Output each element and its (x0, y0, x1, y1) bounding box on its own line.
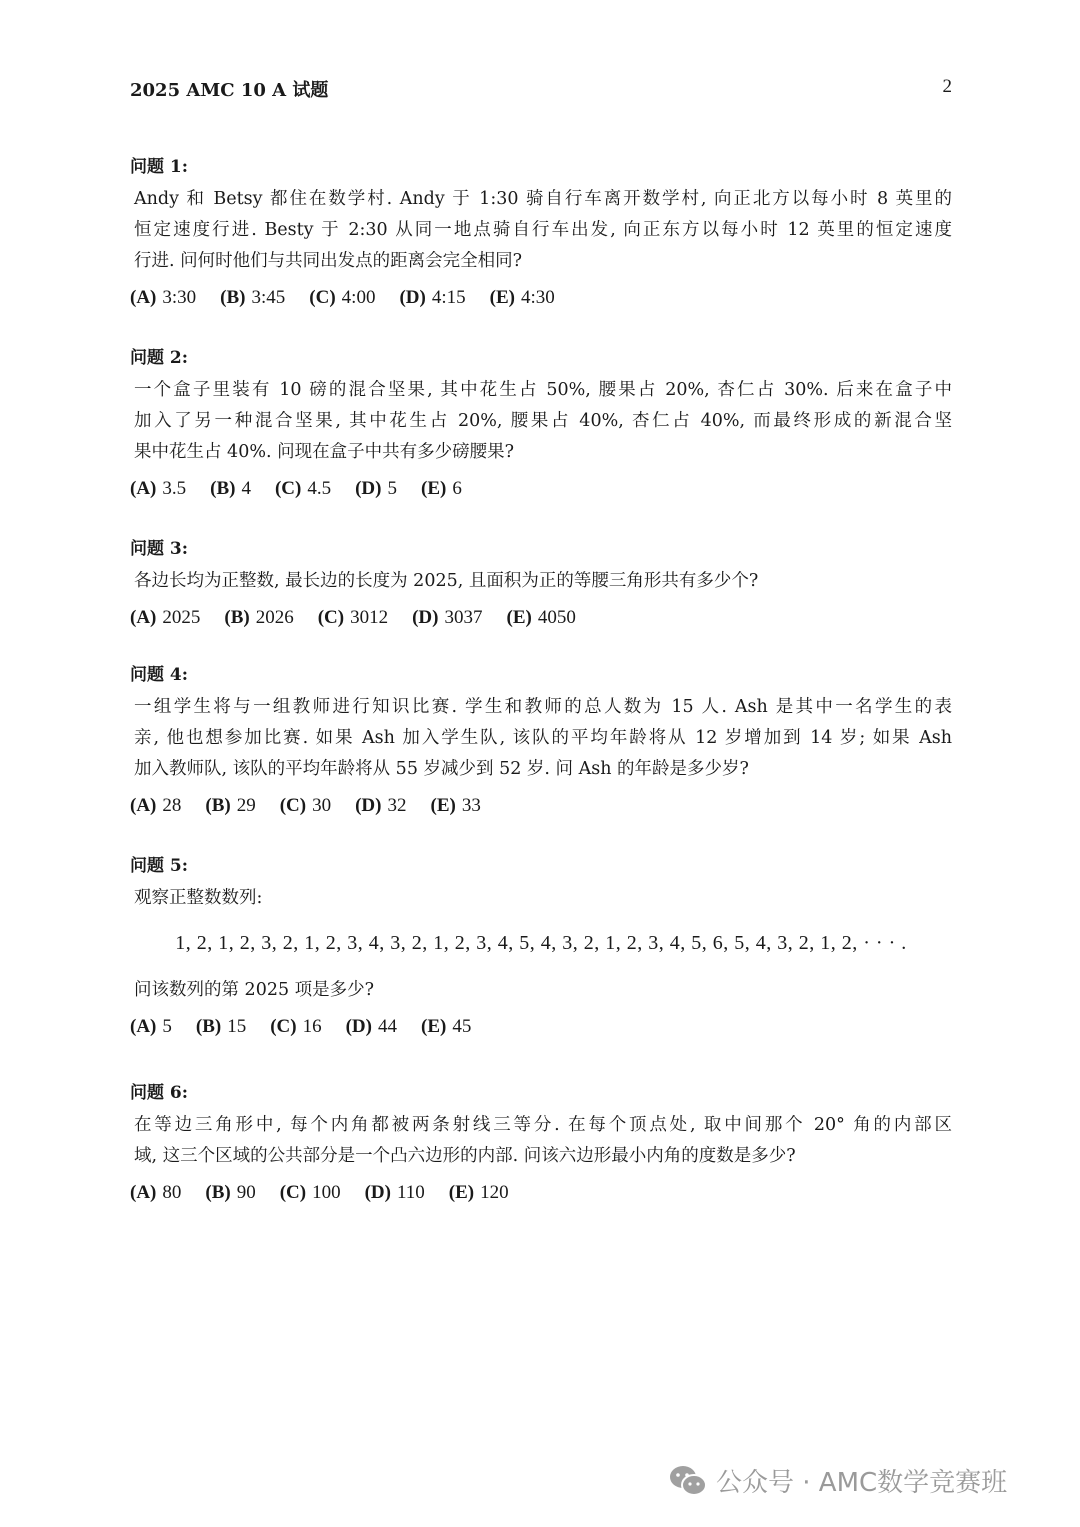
choice-value: 4.5 (307, 478, 332, 499)
answer-choice (355, 795, 406, 816)
answer-choice (421, 1016, 471, 1037)
choice-key: (C) (270, 1016, 297, 1037)
answer-choice (130, 1182, 181, 1203)
answer-choices (130, 605, 952, 631)
answer-choice (365, 1182, 425, 1203)
choice-key: (B) (220, 287, 246, 308)
answer-choices (130, 285, 952, 311)
choice-value: 44 (378, 1016, 397, 1037)
question-text-line: 一组学生将与一组教师进行知识比赛. 学生和教师的总人数为 15 人. Ash 是其中一名学生的表 (134, 697, 952, 717)
choice-key: (B) (195, 1016, 222, 1037)
answer-choice (399, 287, 465, 308)
choice-value: 29 (236, 795, 256, 816)
choice-value: 45 (452, 1016, 472, 1037)
choice-key: (E) (421, 478, 447, 499)
choice-key: (A) (130, 607, 157, 628)
choice-value: 3:45 (251, 287, 286, 308)
choice-value: 3037 (444, 607, 483, 628)
choice-value: 4 (241, 478, 251, 499)
choice-value: 4:30 (520, 287, 555, 308)
question-text-line: 域, 这三个区域的公共部分是一个凸六边形的内部. 问该六边形最小内角的度数是多少? (134, 1146, 796, 1166)
choice-key: (A) (130, 287, 157, 308)
question-text-line: 恒定速度行进. Besty 于 2:30 从同一地点骑自行车出发, 向正东方以每小时 12 英里的恒定速度 (134, 220, 952, 240)
question-title: 问题 3: (130, 539, 189, 559)
answer-choice (130, 287, 196, 308)
choice-value: 16 (302, 1016, 322, 1037)
choice-value: 15 (227, 1016, 247, 1037)
choice-key: (B) (210, 478, 236, 499)
page-number: 2 (942, 76, 952, 97)
choice-key: (B) (205, 1182, 231, 1203)
choice-value: 3.5 (162, 478, 187, 499)
choice-value: 4:00 (341, 287, 376, 308)
choice-value: 3:30 (162, 287, 197, 308)
choice-key: (D) (399, 287, 426, 308)
choice-value: 2026 (255, 607, 294, 628)
choice-key: (E) (421, 1016, 447, 1037)
page-header-title: 2025 AMC 10 A 试题 (130, 80, 329, 101)
choice-key: (B) (205, 795, 231, 816)
answer-choice (275, 478, 331, 499)
question-text-line: 加入教师队, 该队的平均年龄将从 55 岁减少到 52 岁. 问 Ash 的年龄是多少岁? (134, 759, 749, 779)
answer-choice (318, 607, 388, 628)
choice-value: 100 (312, 1182, 341, 1203)
answer-choice (205, 795, 255, 816)
choice-key: (D) (364, 1182, 391, 1203)
answer-choices (130, 1180, 952, 1206)
choice-value: 4050 (537, 607, 576, 628)
question-text-line: 在等边三角形中, 每个内角都被两条射线三等分. 在每个顶点处, 取中间那个 20° 角的内部区 (134, 1115, 952, 1135)
choice-key: (D) (355, 478, 382, 499)
answer-choice (130, 478, 186, 499)
answer-choices (130, 476, 952, 502)
choice-key: (C) (279, 795, 307, 816)
answer-choice (309, 287, 375, 308)
choice-key: (A) (130, 478, 157, 499)
answer-choice (130, 795, 181, 816)
choice-key: (E) (448, 1182, 475, 1203)
question-4 (130, 658, 952, 819)
question-6 (130, 1076, 952, 1206)
choice-key: (A) (130, 795, 157, 816)
answer-choice (270, 1016, 321, 1037)
answer-choice (205, 1182, 255, 1203)
choice-key: (C) (317, 607, 345, 628)
question-title: 问题 5: (130, 856, 189, 876)
choice-value: 5 (162, 1016, 172, 1037)
question-text-line: 果中花生占 40%. 问现在盒子中共有多少磅腰果? (134, 442, 514, 462)
answer-choices (130, 793, 952, 819)
choice-value: 3012 (350, 607, 389, 628)
choice-value: 110 (397, 1182, 425, 1203)
question-text-line: 行进. 问何时他们与共同出发点的距离会完全相同? (134, 251, 523, 271)
question-5 (130, 849, 952, 1040)
question-2 (130, 341, 952, 502)
question-title: 问题 6: (130, 1083, 189, 1103)
answer-choice (507, 607, 576, 628)
answer-choice (220, 287, 285, 308)
watermark (668, 1462, 1007, 1499)
choice-value: 80 (162, 1182, 182, 1203)
sequence-formula: 1, 2, 1, 2, 3, 2, 1, 2, 3, 4, 3, 2, 1, 2, 3, 4, 5, 4, 3, 2, 1, 2, 3, 4, 5, 6, 5, 4, 3, 2, 1, 2, · · · . (175, 932, 907, 954)
choice-value: 32 (387, 795, 407, 816)
question-text-line: 各边长均为正整数, 最长边的长度为 2025, 且面积为正的等腰三角形共有多少个? (134, 571, 759, 591)
choice-key: (C) (274, 478, 302, 499)
answer-choice (130, 1016, 172, 1037)
question-title: 问题 2: (130, 348, 189, 368)
choice-value: 6 (452, 478, 462, 499)
question-text-line: 问该数列的第 2025 项是多少? (134, 980, 375, 1000)
choice-key: (A) (130, 1182, 157, 1203)
question-1 (130, 150, 952, 311)
choice-key: (B) (224, 607, 250, 628)
choice-value: 30 (312, 795, 332, 816)
question-title: 问题 4: (130, 665, 189, 685)
wechat-icon (668, 1464, 708, 1498)
answer-choice (280, 1182, 341, 1203)
choice-key: (E) (489, 287, 515, 308)
question-text-line: 一个盒子里装有 10 磅的混合坚果, 其中花生占 50%, 腰果占 20%, 杏仁占 30%. 后来在盒子中 (134, 380, 952, 400)
answer-choice (431, 795, 481, 816)
choice-value: 2025 (162, 607, 201, 628)
answer-choice (355, 478, 397, 499)
choice-value: 4:15 (431, 287, 466, 308)
choice-key: (A) (130, 1016, 157, 1037)
question-3 (130, 532, 952, 631)
answer-choice (130, 607, 200, 628)
choice-value: 33 (461, 795, 481, 816)
question-text-line: 加入了另一种混合坚果, 其中花生占 20%, 腰果占 40%, 杏仁占 40%, 而最终形成的新混合坚 (134, 411, 952, 431)
choice-key: (E) (430, 795, 456, 816)
watermark-text: 公众号 · AMC数学竞赛班 (716, 1468, 1008, 1498)
choice-key: (D) (355, 795, 382, 816)
question-text-line: Andy 和 Betsy 都住在数学村. Andy 于 1:30 骑自行车离开数学村, 向正北方以每小时 8 英里的 (134, 189, 952, 209)
answer-choice (449, 1182, 509, 1203)
choice-value: 28 (162, 795, 182, 816)
choice-key: (C) (309, 287, 336, 308)
answer-choice (210, 478, 251, 499)
choice-key: (E) (506, 607, 532, 628)
choice-value: 120 (480, 1182, 509, 1203)
question-title: 问题 1: (130, 157, 189, 177)
answer-choice (280, 795, 331, 816)
choice-key: (D) (345, 1016, 372, 1037)
answer-choice (346, 1016, 397, 1037)
choice-key: (C) (279, 1182, 307, 1203)
answer-choice (490, 287, 555, 308)
answer-choice (421, 478, 462, 499)
question-text-line: 亲, 他也想参加比赛. 如果 Ash 加入学生队, 该队的平均年龄将从 12 岁增加到 14 岁; 如果 Ash (134, 728, 952, 748)
choice-value: 90 (236, 1182, 256, 1203)
answer-choice (412, 607, 482, 628)
choice-key: (D) (412, 607, 439, 628)
answer-choices (130, 1014, 952, 1040)
answer-choice (224, 607, 293, 628)
question-text-line: 观察正整数数列: (134, 888, 263, 908)
answer-choice (196, 1016, 246, 1037)
choice-value: 5 (387, 478, 397, 499)
